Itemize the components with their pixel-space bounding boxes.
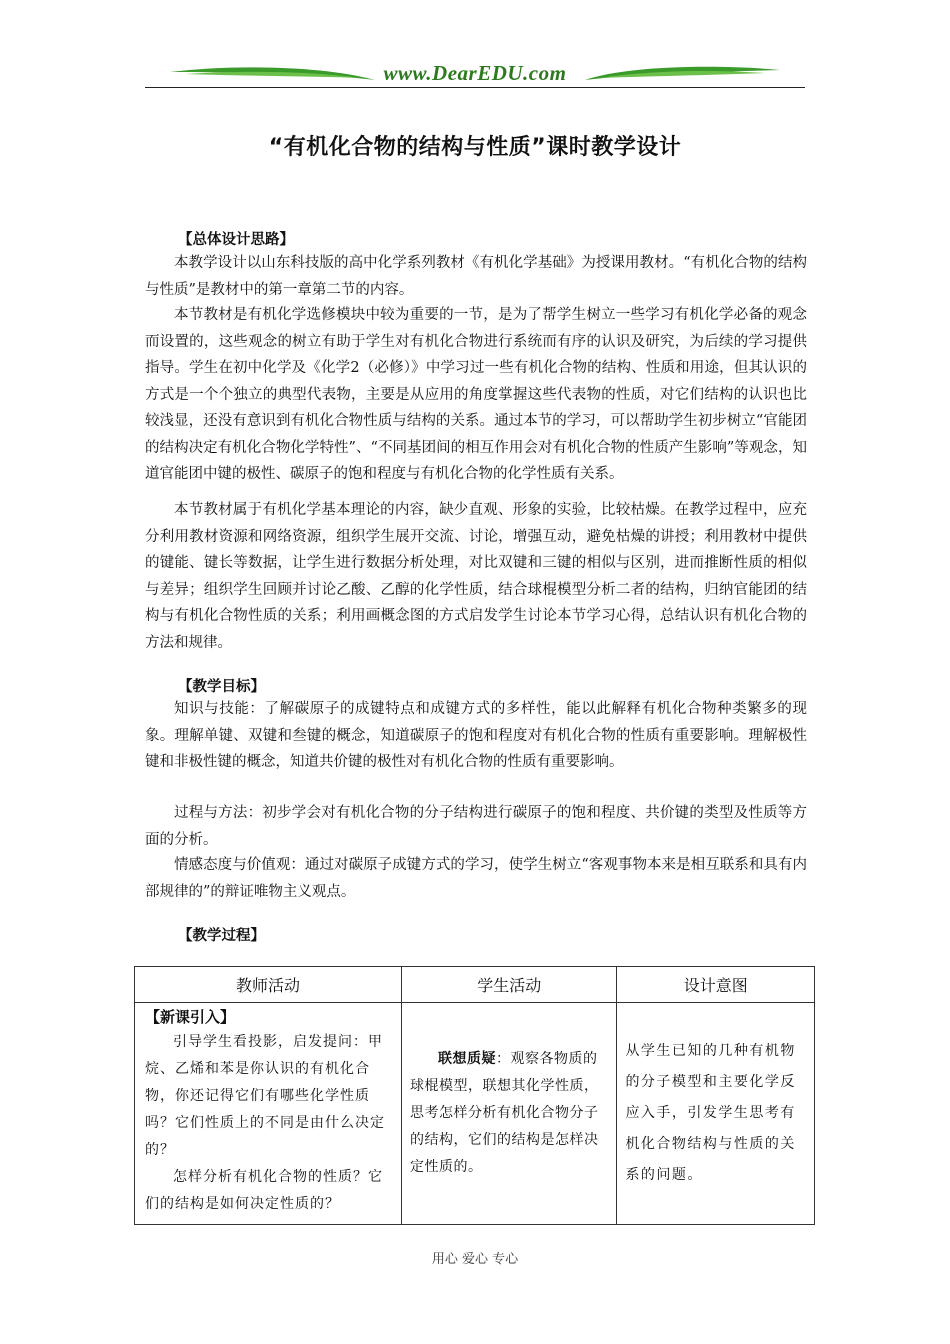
site-header [145,58,805,92]
intent-text: 从学生已知的几种有机物的分子模型和主要化学反应入手，引发学生思考有机化合物结构与性质的关系的问题。 [625,1043,796,1183]
student-label: 联想质疑 [437,1051,496,1067]
process-table [134,966,815,1225]
header-intent: 设计意图 [617,967,815,1003]
design-paragraph-1: 本教学设计以山东科技版的高中化学系列教材《有机化学基础》为授课用教材。“有机化合物的结构与性质”是教材中的第一章第二节的内容。 [145,255,807,298]
goals-paragraph-2: 过程与方法：初步学会对有机化合物的分子结构进行碳原子的饱和程度、共价键的类型及性质等方面的分析。 [145,805,807,848]
page-footer: 用心 爱心 专心 [431,1252,519,1267]
goals-paragraph-1: 知识与技能：了解碳原子的成键特点和成键方式的多样性，能以此解释有机化合物种类繁多的现象。理解单键、双键和叁键的概念，知道碳原子的饱和程度对有机化合物的性质有重要影响。理解极性键和非极性键的概念，知道共价键的极性对有机化合物的性质有重要影响。 [145,701,807,770]
student-cell [401,1003,616,1225]
table-header-row [135,967,815,1003]
teacher-cell [135,1003,402,1225]
teacher-text-1: 引导学生看投影，启发提问：甲烷、乙烯和苯是你认识的有机化合物，你还记得它们有哪些化学性质吗？它们性质上的不同是由什么决定的？ [145,1034,385,1158]
student-text: ：观察各物质的球棍模型，联想其化学性质，思考怎样分析有机化合物分子的结构，它们的结构是怎样决定性质的。 [409,1051,599,1175]
teacher-text-2: 怎样分析有机化合物的性质？它们的结构是如何决定性质的？ [145,1169,383,1212]
process-heading: 【教学过程】 [178,928,265,944]
page-title: “有机化合物的结构与性质”课时教学设计 [268,135,682,160]
design-heading: 【总体设计思路】 [178,232,294,248]
header-teacher: 教师活动 [135,967,402,1003]
site-url: www.DearEDU.com [383,61,567,85]
intent-cell [617,1003,815,1225]
goals-heading: 【教学目标】 [178,679,265,695]
header-student: 学生活动 [401,967,616,1003]
design-paragraph-3: 本节教材属于有机化学基本理论的内容，缺少直观、形象的实验，比较枯燥。在教学过程中，应充分利用教材资源和网络资源，组织学生展开交流、讨论，增强互动，避免枯燥的讲授；利用教材中提供的键能、键长等数据，让学生进行数据分析处理，对比双键和三键的相似与区别，进而推断性质的相似与差异；组织学生回顾并讨论乙酸、乙醇的化学性质，结合球棍模型分析二者的结构，归纳官能团的结构与有机化合物性质的关系；利用画概念图的方式启发学生讨论本节学习心得，总结认识有机化合物的方法和规律。 [145,502,807,651]
table-row [135,1003,815,1225]
design-paragraph-2: 本节教材是有机化学选修模块中较为重要的一节，是为了帮学生树立一些学习有机化学必备的观念而设置的，这些观念的树立有助于学生对有机化合物进行系统而有序的认识及研究，为后续的学习提供指导。学生在初中化学及《化学2（必修）》中学习过一些有机化合物的结构、性质和用途，但其认识的方式是一个个独立的典型代表物，主要是从应用的角度掌握这些代表物的性质，对它们结构的认识也比较浅显，还没有意识到有机化合物性质与结构的关系。通过本节的学习，可以帮助学生初步树立“官能团的结构决定有机化合物化学特性”、“不同基团间的相互作用会对有机化合物的性质产生影响”等观念，知道官能团中键的极性、碳原子的饱和程度与有机化合物的化学性质有关系。 [145,307,807,482]
goals-paragraph-3: 情感态度与价值观：通过对碳原子成键方式的学习，使学生树立“客观事物本来是相互联系和具有内部规律的”的辩证唯物主义观点。 [145,857,807,900]
new-lesson-tag: 【新课引入】 [145,1008,236,1026]
header-rule [145,87,805,88]
